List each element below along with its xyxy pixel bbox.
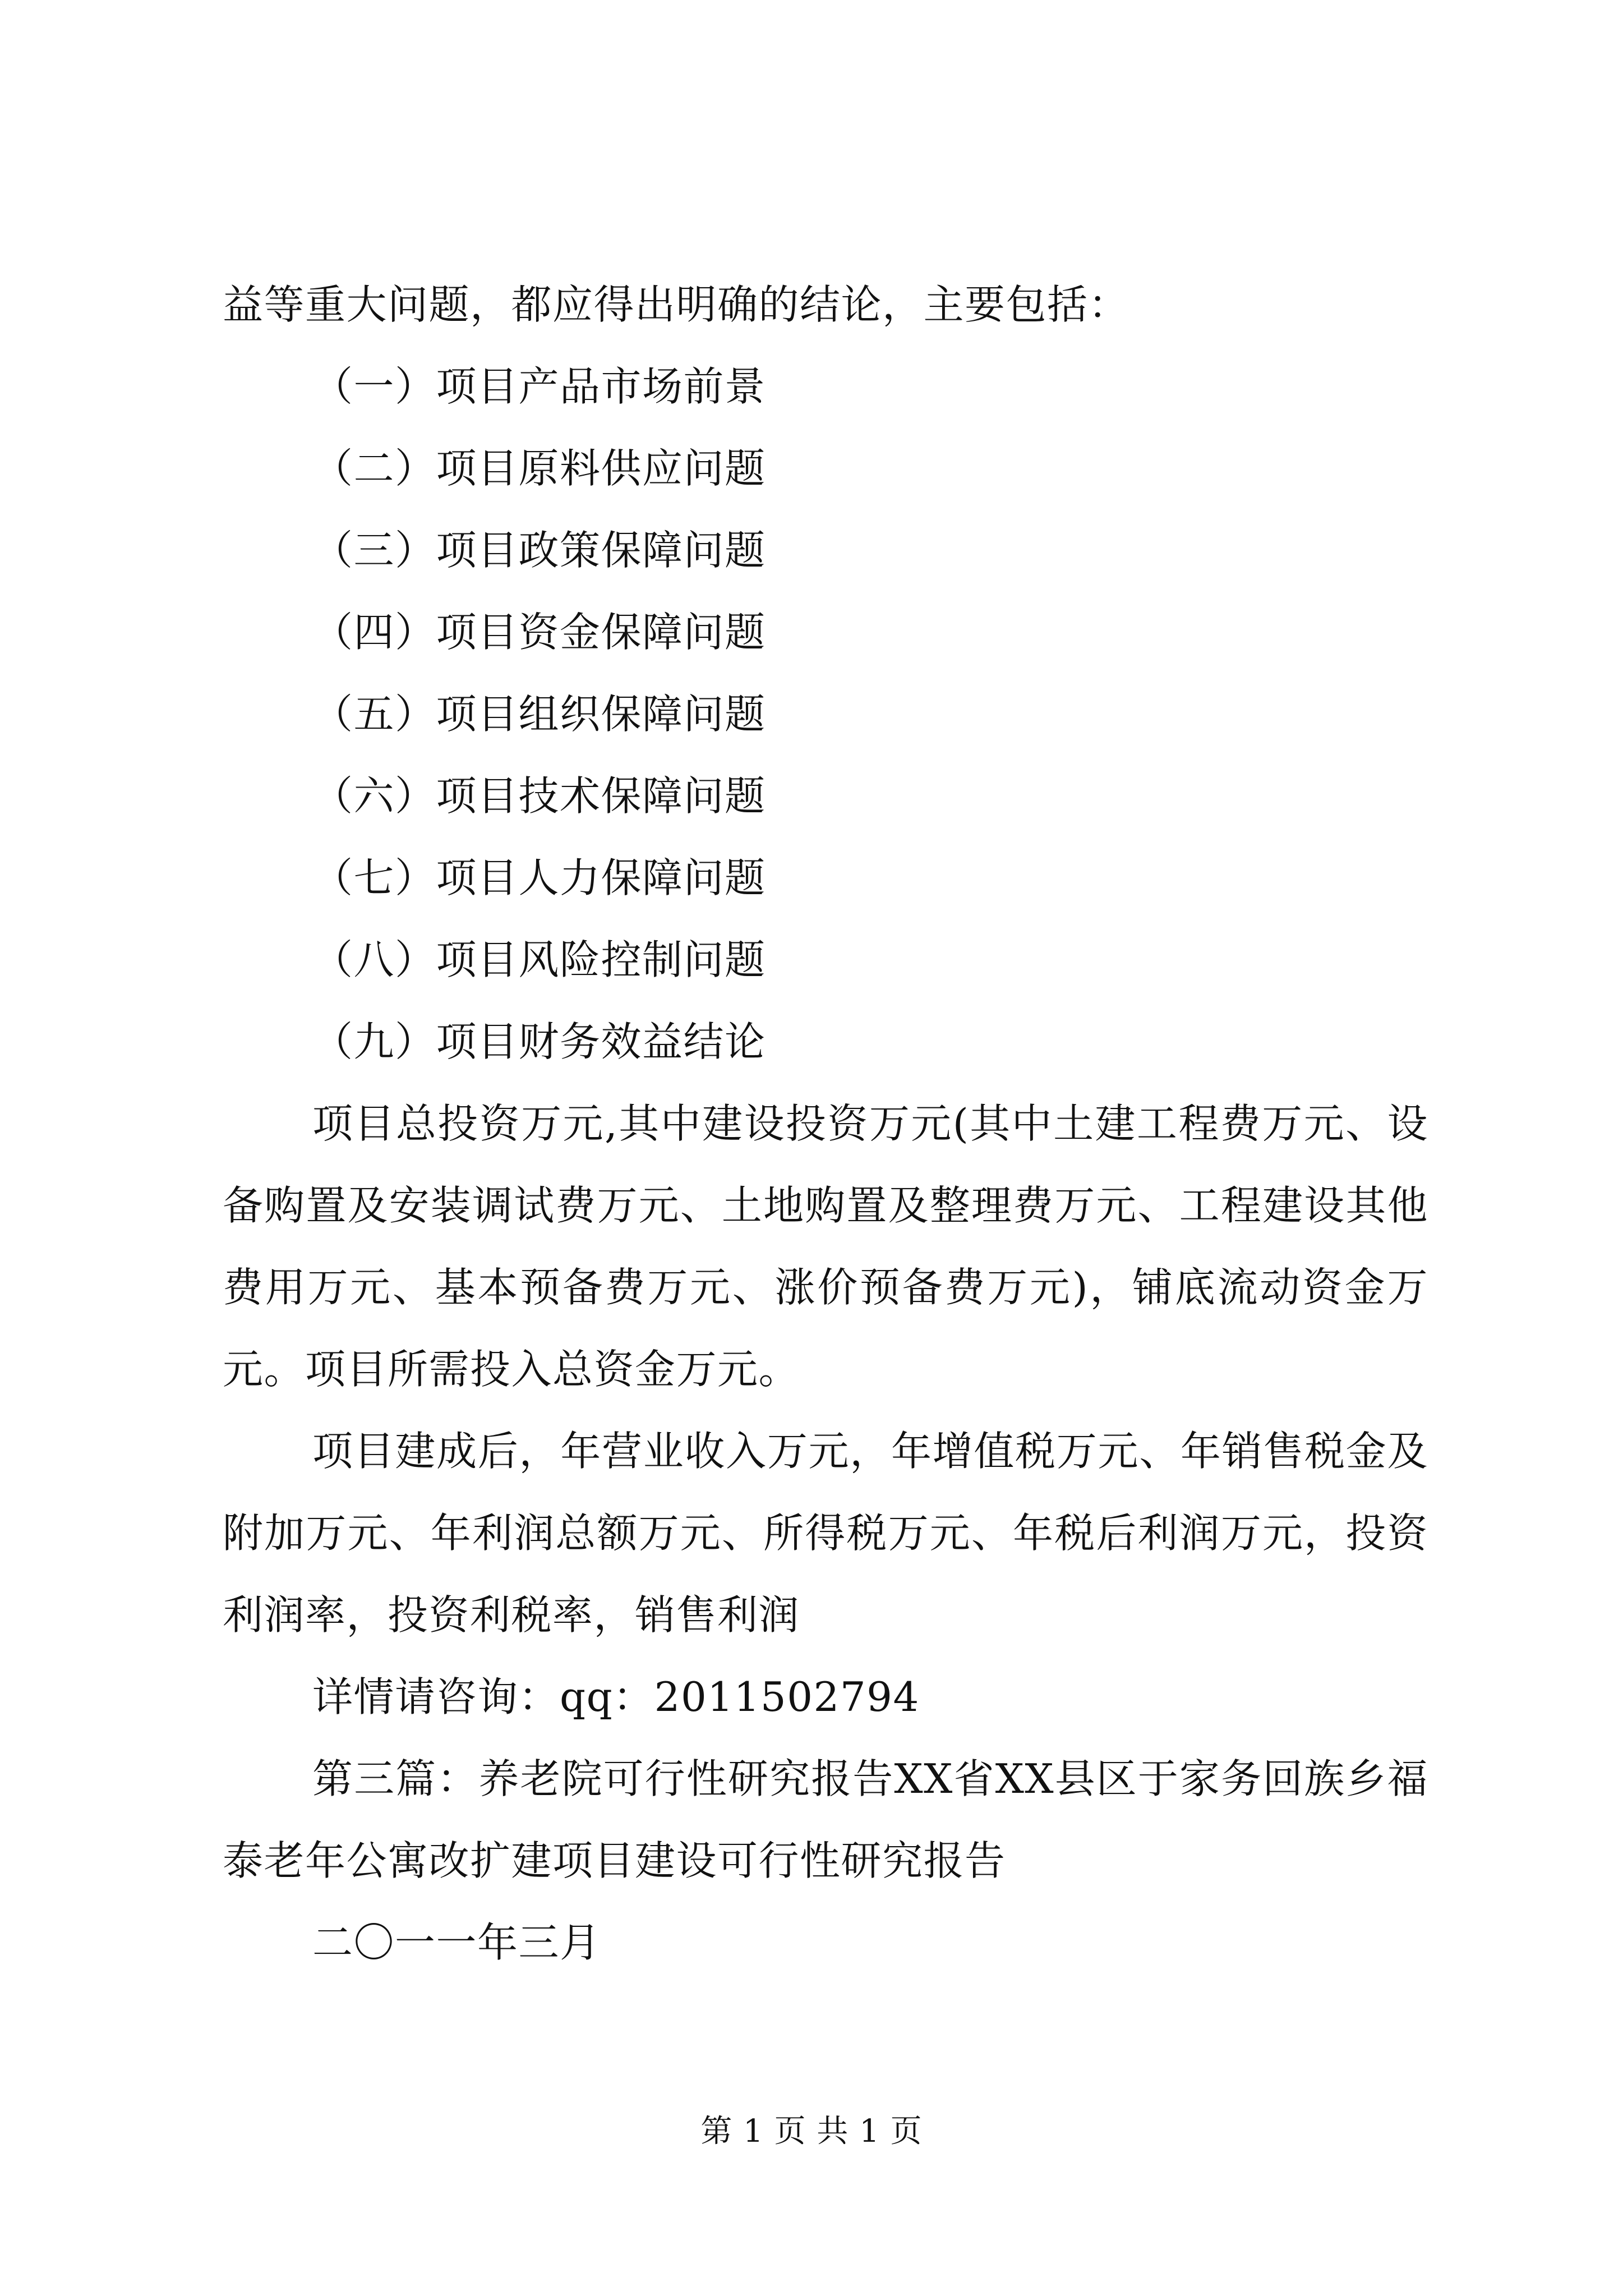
revenue-paragraph: 项目建成后，年营业收入万元，年增值税万元、年销售税金及附加万元、年利润总额万元、所得税万元、年税后利润万元，投资利润率，投资利税率，销售利润 [223, 1428, 1428, 1639]
list-item-7: （七）项目人力保障问题 [312, 854, 766, 901]
list-item-1: （一）项目产品市场前景 [312, 363, 766, 410]
page-footer: 第 1 页 共 1 页 [700, 2113, 923, 2150]
contact-paragraph: 详情请咨询：qq：2011502794 [312, 1673, 920, 1720]
list-item-6: （六）项目技术保障问题 [312, 772, 766, 820]
investment-paragraph: 项目总投资万元,其中建设投资万元(其中土建工程费万元、设备购置及安装调试费万元、土地购置及整理费万元、工程建设其他费用万元、基本预备费万元、涨价预备费万元)，铺底流动资金万元。项目所需投入总资金万元。 [223, 1100, 1428, 1393]
section-title-paragraph: 第三篇：养老院可行性研究报告XX省XX县区于家务回族乡福泰老年公寓改扩建项目建设可行性研究报告 [223, 1755, 1428, 1884]
list-item-2: （二）项目原料供应问题 [312, 445, 766, 492]
list-item-5: （五）项目组织保障问题 [312, 691, 766, 738]
document-body [223, 264, 1428, 1984]
list-item-3: （三）项目政策保障问题 [312, 527, 766, 574]
date-paragraph: 二〇一一年三月 [312, 1919, 601, 1966]
list-item-9: （九）项目财务效益结论 [312, 1018, 766, 1065]
list-item-4: （四）项目资金保障问题 [312, 609, 766, 656]
list-item-8: （八）项目风险控制问题 [312, 936, 766, 983]
lead-line: 益等重大问题，都应得出明确的结论，主要包括： [223, 281, 1130, 328]
